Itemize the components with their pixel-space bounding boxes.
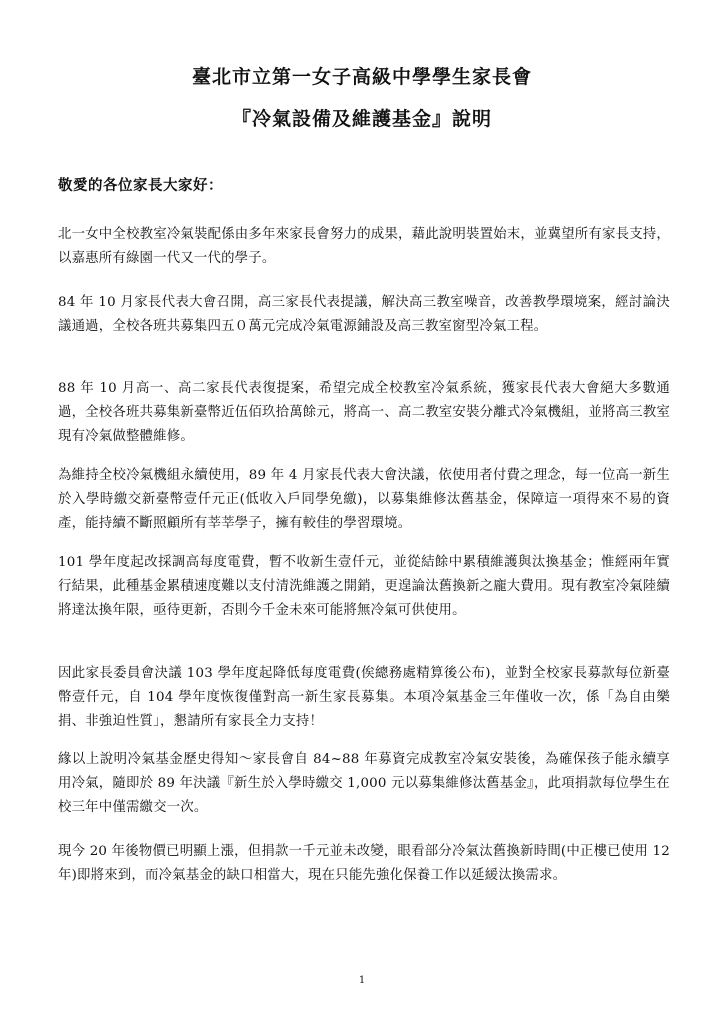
paragraph-1999: 88 年 10 月高一、高二家長代表復提案，希望完成全校教室冷氣系統，獲家長代表大會絕大多數通過，全校各班共募集新臺幣近伍佰玖拾萬餘元，將高一、高二教室安裝分離式冷氣機組，並將高三教室現有冷氣做整體維修。 bbox=[58, 381, 670, 444]
paragraph-2000-fund: 為維持全校冷氣機組永續使用，89 年 4 月家長代表大會決議，依使用者付費之理念，每一位高一新生於入學時繳交新臺幣壹仟元正(低收入戶同學免繳)，以募集維修汰舊基金，保障這一項得來不易的資產，能持續不斷照顧所有莘莘學子，擁有較佳的學習環境。 bbox=[58, 468, 670, 531]
greeting: 敬愛的各位家長大家好： bbox=[58, 177, 223, 194]
paragraph-current-status: 現今 20 年後物價已明顯上漲，但捐款一千元並未改變，眼看部分冷氣汰舊換新時間(中正樓已使用 12 年)即將來到，而冷氣基金的缺口相當大，現在只能先強化保養工作以延緩汰換需求。 bbox=[58, 844, 670, 883]
paragraph-2012: 101 學年度起改採調高每度電費，暫不收新生壹仟元，並從結餘中累積維護與汰換基金；惟經兩年實行結果，此種基金累積速度難以支付清洗維護之開銷，更遑論汰舊換新之龐大費用。現有教室冷氣陸續將達汰換年限，亟待更新，否則今千金未來可能將無冷氣可供使用。 bbox=[58, 555, 670, 618]
page-number: 1 bbox=[358, 975, 366, 986]
paragraph-2014-decision: 因此家長委員會決議 103 學年度起降低每度電費(俟總務處精算後公布)，並對全校家長募款每位新臺幣壹仟元，自 104 學年度恢復僅對高一新生家長募集。本項冷氣基金三年僅收一次，係「為自由樂捐、非強迫性質」，懇請所有家長全力支持！ bbox=[58, 666, 670, 729]
paragraph-intro: 北一女中全校教室冷氣裝配係由多年來家長會努力的成果，藉此說明裝置始末，並冀望所有家長支持，以嘉惠所有綠園一代又一代的學子。 bbox=[58, 227, 670, 266]
paragraph-history-summary: 緣以上說明冷氣基金歷史得知～家長會自 84~88 年募資完成教室冷氣安裝後，為確保孩子能永續享用冷氣，隨即於 89 年決議『新生於入學時繳交 1,000 元以募集維修汰舊基金』，此項捐款每位學生在校三年中僅需繳交一次。 bbox=[58, 752, 670, 815]
paragraph-1995: 84 年 10 月家長代表大會召開，高三家長代表提議，解決高三教室噪音，改善教學環境案，經討論決議通過，全校各班共募集四五０萬元完成冷氣電源鋪設及高三教室窗型冷氣工程。 bbox=[58, 295, 670, 334]
document-title: 臺北市立第一女子高級中學學生家長會 bbox=[191, 66, 532, 88]
document-subtitle: 『冷氣設備及維護基金』說明 bbox=[231, 108, 492, 130]
